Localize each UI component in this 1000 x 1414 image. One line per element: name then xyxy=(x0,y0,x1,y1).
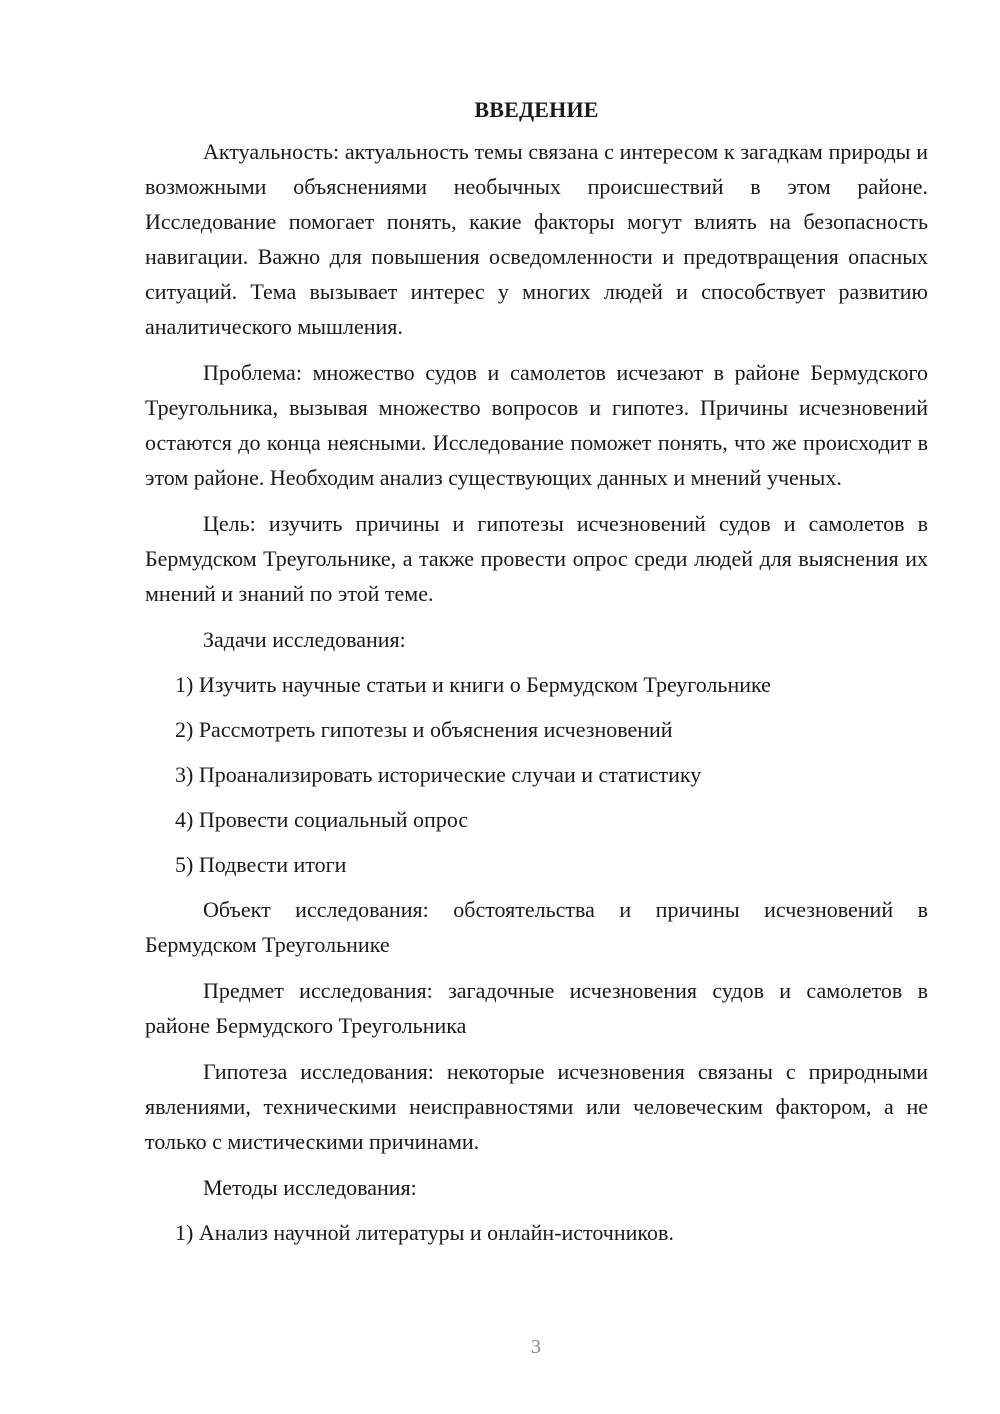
section-title: ВВЕДЕНИЕ xyxy=(474,97,599,122)
relevance-paragraph: Актуальность: актуальность темы связана с интересом к загадкам природы и возможными объяснениями необычных происшествий в этом районе. Исследование помогает понять, какие факторы могут влиять на безопасность навигации. Важно для повышения осведомленности и предотвращения опасных ситуаций. Тема вызывает интерес у многих людей и способствует развитию аналитического мышления. xyxy=(145,139,928,339)
tasks-heading: Задачи исследования: xyxy=(203,627,406,652)
goal-paragraph: Цель: изучить причины и гипотезы исчезновений судов и самолетов в Бермудском Треугольнике, а также провести опрос среди людей для выяснения их мнений и знаний по этой теме. xyxy=(145,511,928,606)
hypothesis-paragraph: Гипотеза исследования: некоторые исчезновения связаны с природными явлениями, техническими неисправностями или человеческим фактором, а не только с мистическими причинами. xyxy=(145,1059,928,1154)
subject-paragraph: Предмет исследования: загадочные исчезновения судов и самолетов в районе Бермудского Треугольника xyxy=(145,978,928,1038)
methods-heading: Методы исследования: xyxy=(203,1175,417,1200)
task-item-2: 2) Рассмотреть гипотезы и объяснения исчезновений xyxy=(175,717,673,742)
task-item-1: 1) Изучить научные статьи и книги о Бермудском Треугольнике xyxy=(175,672,771,697)
task-item-3: 3) Проанализировать исторические случаи и статистику xyxy=(175,762,702,787)
task-item-4: 4) Провести социальный опрос xyxy=(175,807,469,832)
method-item-1: 1) Анализ научной литературы и онлайн-источников. xyxy=(175,1220,674,1245)
document-page xyxy=(145,92,928,1260)
problem-paragraph: Проблема: множество судов и самолетов исчезают в районе Бермудского Треугольника, вызывая множество вопросов и гипотез. Причины исчезновений остаются до конца неясными. Исследование поможет понять, что же происходит в этом районе. Необходим анализ существующих данных и мнений ученых. xyxy=(145,360,928,490)
page-number: 3 xyxy=(531,1336,541,1358)
object-paragraph: Объект исследования: обстоятельства и причины исчезновений в Бермудском Треугольнике xyxy=(145,897,928,957)
task-item-5: 5) Подвести итоги xyxy=(175,852,347,877)
